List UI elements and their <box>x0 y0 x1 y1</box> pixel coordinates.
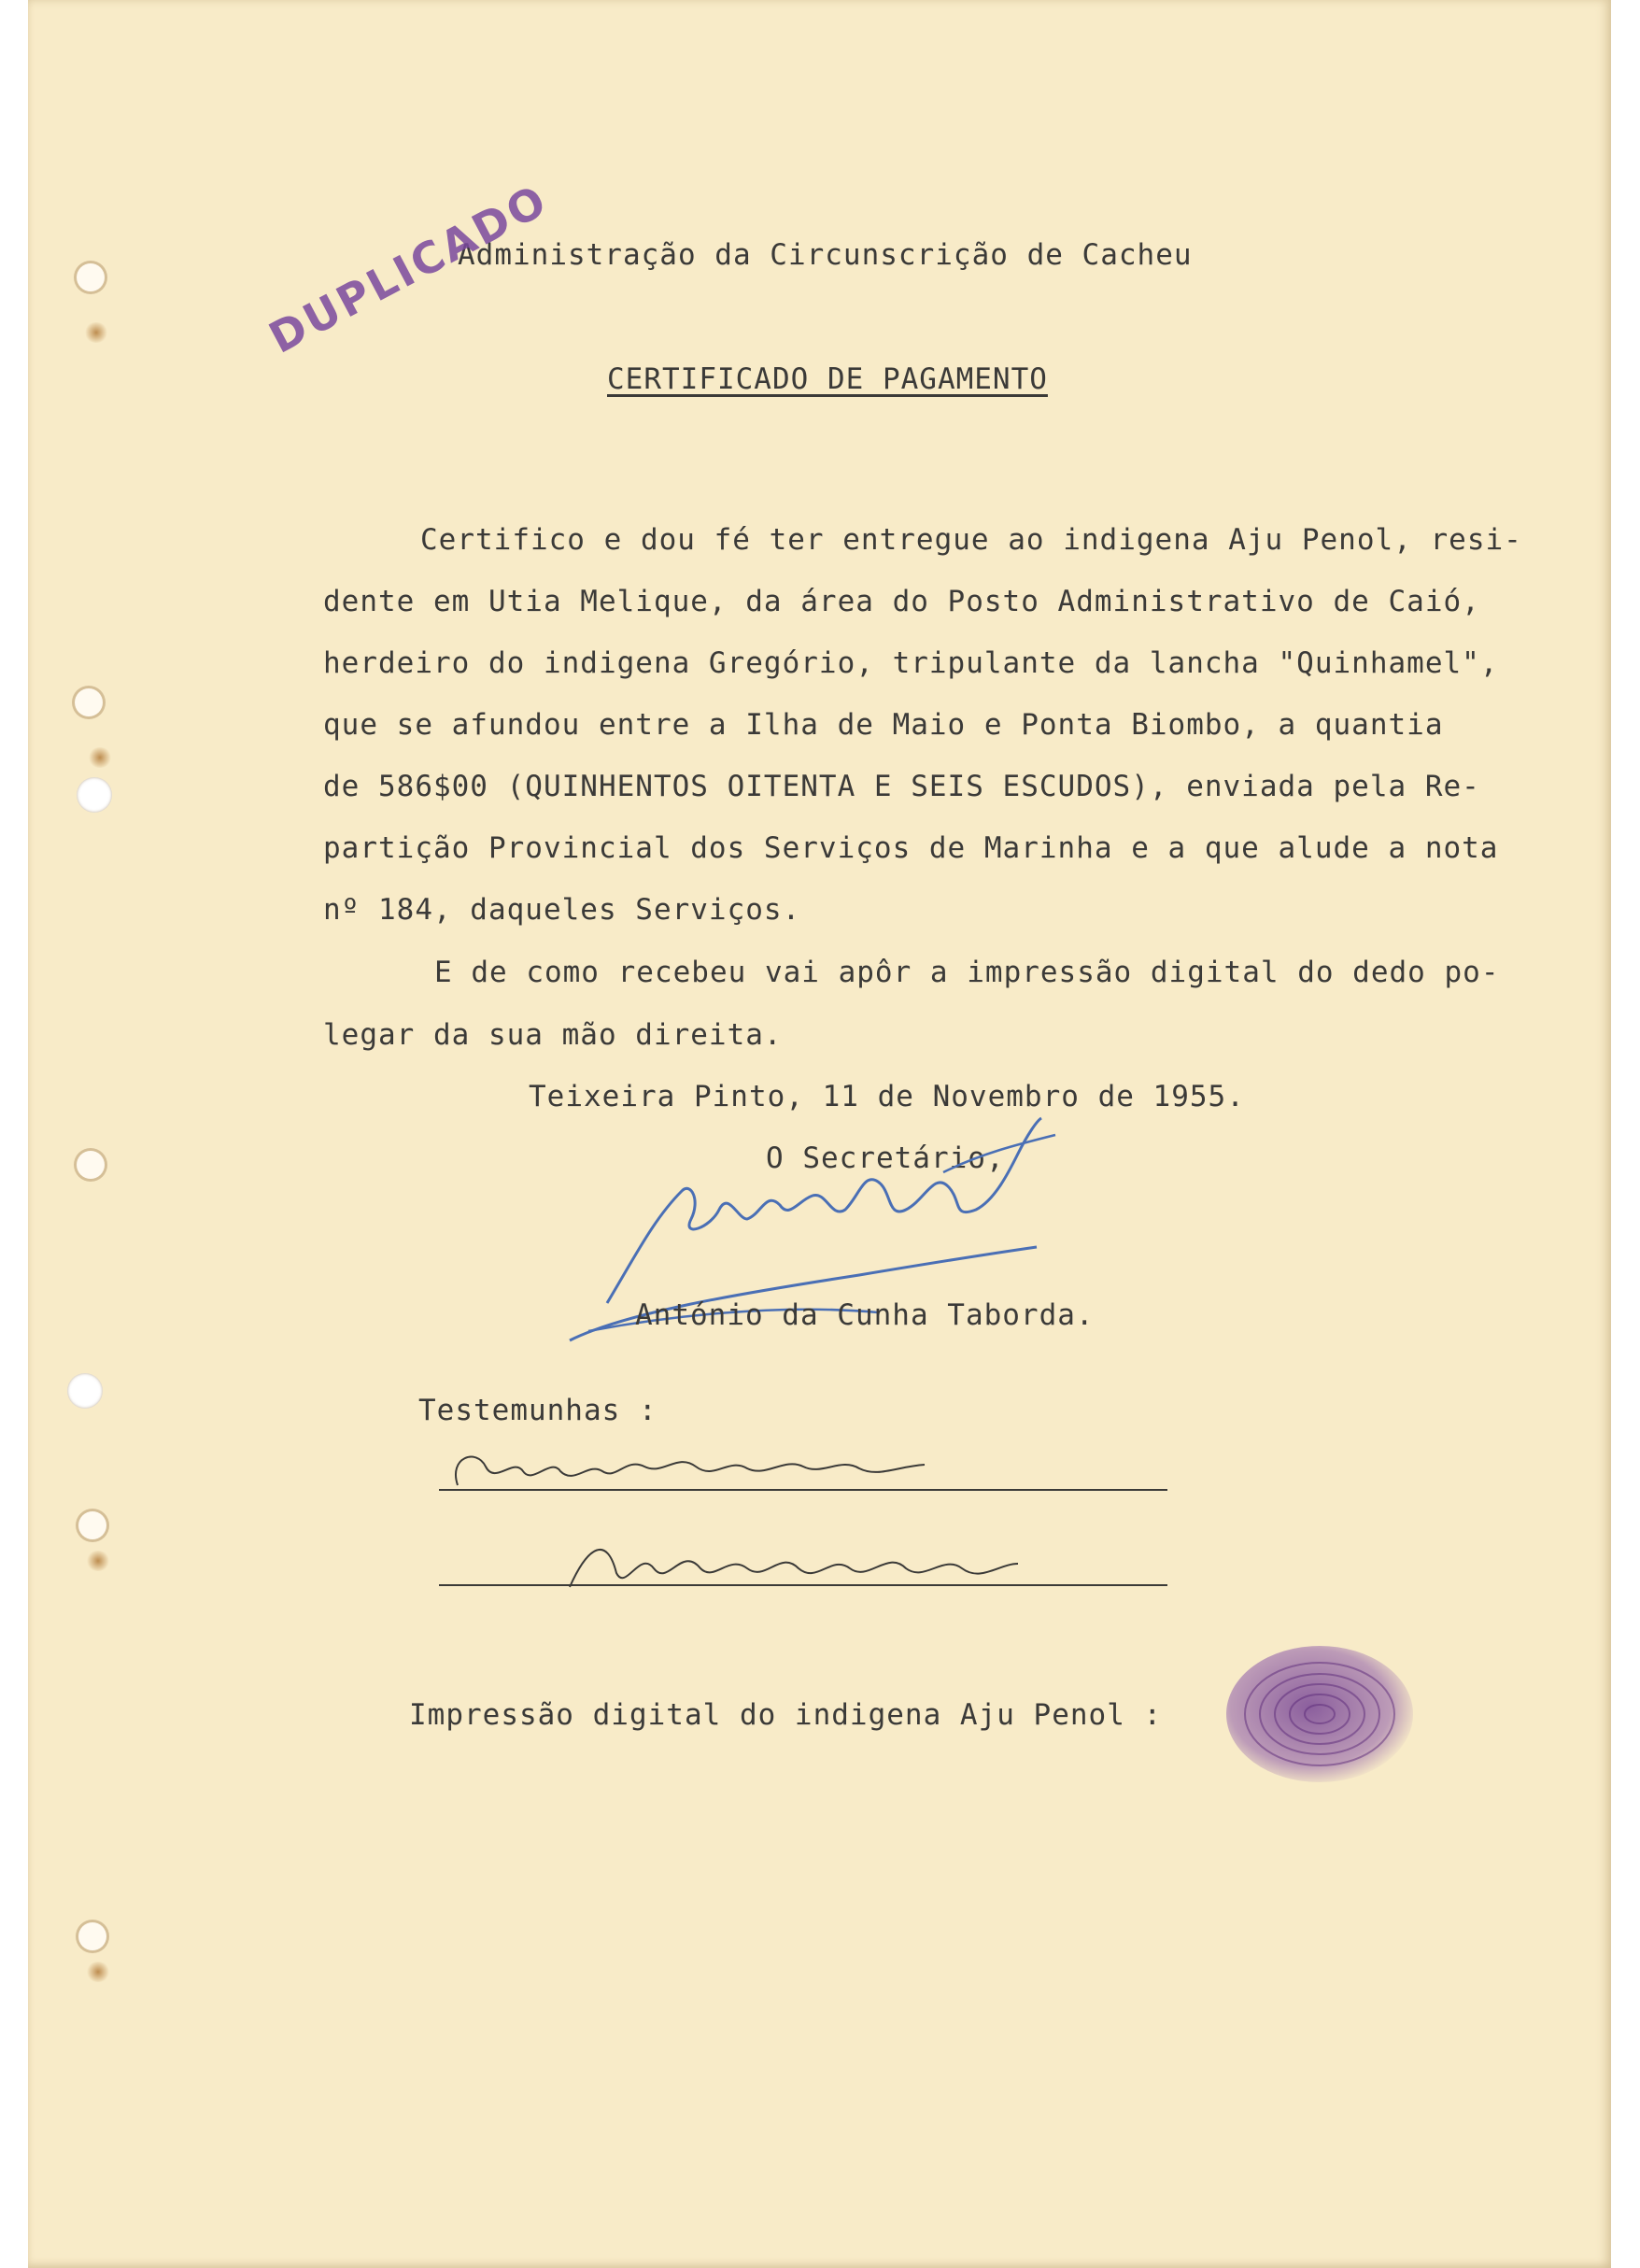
document-title: CERTIFICADO DE PAGAMENTO <box>607 362 1048 396</box>
punched-hole-upper <box>75 688 103 716</box>
rust-stain <box>84 322 108 343</box>
secretary-title: O Secretário, <box>766 1141 1005 1175</box>
rust-stain <box>88 747 112 768</box>
witness-line-1 <box>439 1489 1167 1491</box>
body-line: herdeiro do indigena Gregório, tripulante da lancha "Quinhamel", <box>323 646 1499 680</box>
body-line: dente em Utia Melique, da área do Posto Administrativo de Caió, <box>323 585 1480 618</box>
body-line: que se afundou entre a Ilha de Maio e Ponta Biombo, a quantia <box>323 708 1444 742</box>
body-line: de 586$00 (QUINHENTOS OITENTA E SEIS ESCUDOS), enviada pela Re- <box>323 770 1480 803</box>
body-line: partição Provincial dos Serviços de Marinha e a que alude a nota <box>323 831 1499 865</box>
punched-hole <box>67 1373 103 1409</box>
body-line: Certifico e dou fé ter entregue ao indigena Aju Penol, resi- <box>420 523 1522 557</box>
fingerprint-label: Impressão digital do indigena Aju Penol : <box>409 1698 1163 1732</box>
witness-signature-1 <box>420 1429 943 1504</box>
rust-stain <box>86 1551 110 1571</box>
punched-hole-top <box>77 263 105 291</box>
witness-line-2 <box>439 1584 1167 1586</box>
receipt-line: E de como recebeu vai apôr a impressão digital do dedo po- <box>434 956 1500 989</box>
punched-hole-bottom <box>78 1922 106 1950</box>
punched-hole-lower <box>78 1511 106 1539</box>
duplicado-stamp: DUPLICADO <box>261 174 557 363</box>
document-page <box>28 0 1611 2268</box>
punched-hole-middle <box>77 1151 105 1179</box>
body-line: nº 184, daqueles Serviços. <box>323 893 801 927</box>
secretary-name: António da Cunha Taborda. <box>635 1298 1095 1332</box>
rust-stain <box>86 1962 110 1982</box>
receipt-line: legar da sua mão direita. <box>323 1018 783 1052</box>
punched-hole <box>77 777 112 813</box>
witness-signature-2 <box>551 1526 1074 1601</box>
witnesses-label: Testemunhas : <box>418 1394 657 1427</box>
thumbprint-mark <box>1226 1646 1413 1782</box>
office-header: Administração da Circunscrição de Cacheu <box>458 238 1193 272</box>
place-date: Teixeira Pinto, 11 de Novembro de 1955. <box>529 1080 1245 1113</box>
